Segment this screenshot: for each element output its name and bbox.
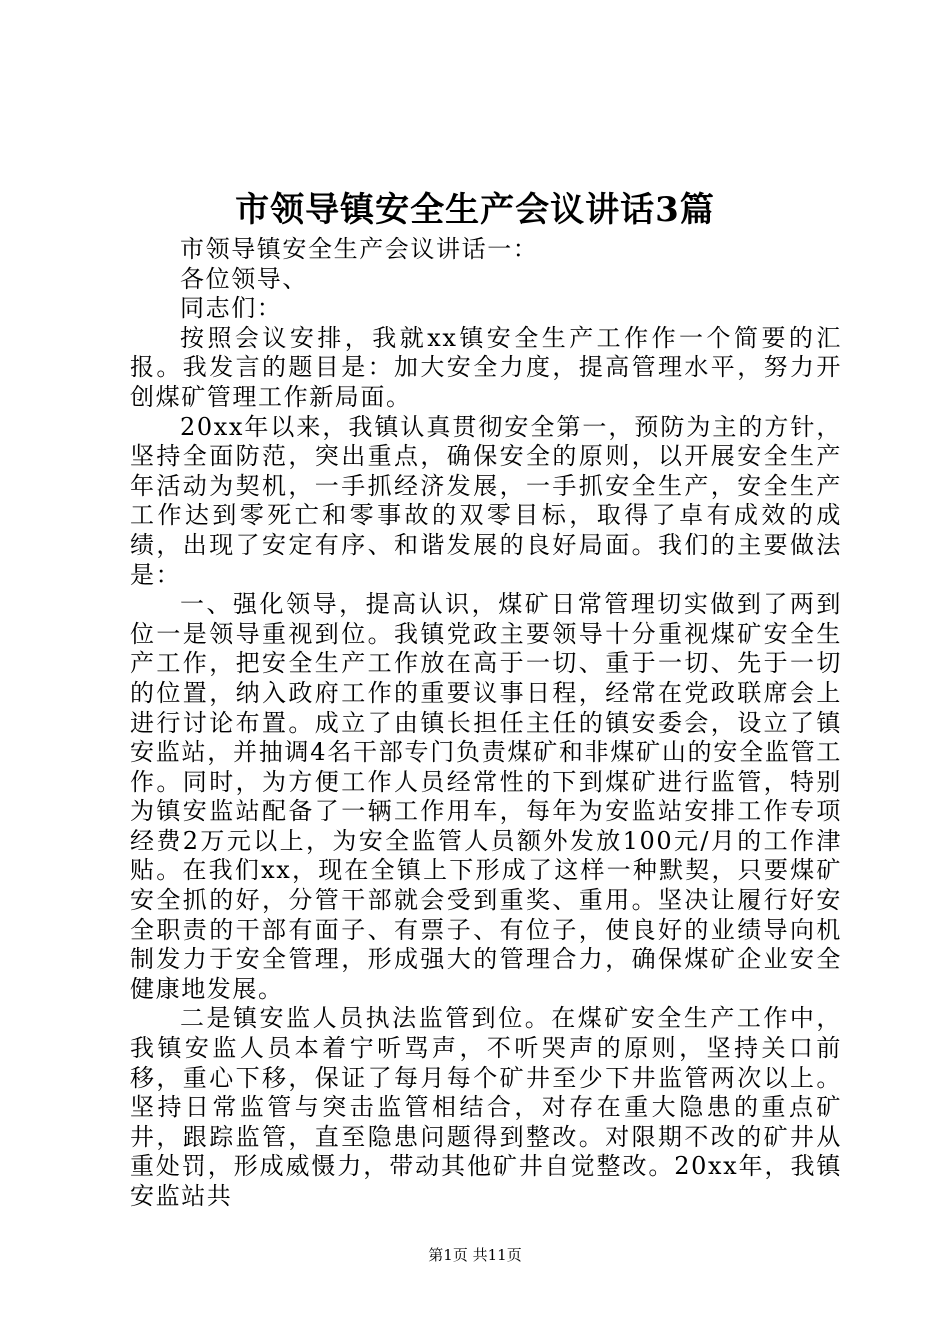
paragraph-overview: 20xx年以来，我镇认真贯彻安全第一，预防为主的方针，坚持全面防范，突出重点，确保安全的原则，以开展安全生产年活动为契机，一手抓经济发展，一手抓安全生产，安全生产工作达到零死亡和零事故的双零目标，取得了卓有成效的成绩，出现了安定有序、和谐发展的良好局面。我们的主要做法是： <box>130 412 842 589</box>
paragraph-point-one: 一、强化领导，提高认识，煤矿日常管理切实做到了两到位一是领导重视到位。我镇党政主要领导十分重视煤矿安全生产工作，把安全生产工作放在高于一切、重于一切、先于一切的位置，纳入政府工作的重要议事日程，经常在党政联席会上进行讨论布置。成立了由镇长担任主任的镇安委会，设立了镇安监站，并抽调4名干部专门负责煤矿和非煤矿山的安全监管工作。同时，为方便工作人员经常性的下到煤矿进行监管，特别为镇安监站配备了一辆工作用车，每年为安监站安排工作专项经费2万元以上，为安全监管人员额外发放100元/月的工作津贴。在我们xx，现在全镇上下形成了这样一种默契，只要煤矿安全抓的好，分管干部就会受到重奖、重用。坚决让履行好安全职责的干部有面子、有票子、有位子，使良好的业绩导向机制发力于安全管理，形成强大的管理合力，确保煤矿企业安全健康地发展。 <box>130 590 842 1003</box>
paragraph-salutation-comrades: 同志们： <box>180 294 283 323</box>
paragraph-speech-heading: 市领导镇安全生产会议讲话一： <box>180 235 539 263</box>
document-title: 市领导镇安全生产会议讲话3篇 <box>235 190 715 230</box>
paragraph-salutation-leaders: 各位领导、 <box>180 264 308 293</box>
paragraph-intro: 按照会议安排，我就xx镇安全生产工作作一个简要的汇报。我发言的题目是：加大安全力度，提高管理水平，努力开创煤矿管理工作新局面。 <box>130 323 842 411</box>
document-body <box>130 235 842 1212</box>
paragraph-point-two: 二是镇安监人员执法监管到位。在煤矿安全生产工作中，我镇安监人员本着宁听骂声，不听哭声的原则，坚持关口前移，重心下移，保证了每月每个矿井至少下井监管两次以上。坚持日常监管与突击监管相结合，对存在重大隐患的重点矿井，跟踪监管，直至隐患问题得到整改。对限期不改的矿井从重处罚，形成威慑力，带动其他矿井自觉整改。20xx年，我镇安监站共 <box>130 1004 842 1210</box>
page-footer: 第1页 共11页 <box>428 1246 522 1264</box>
